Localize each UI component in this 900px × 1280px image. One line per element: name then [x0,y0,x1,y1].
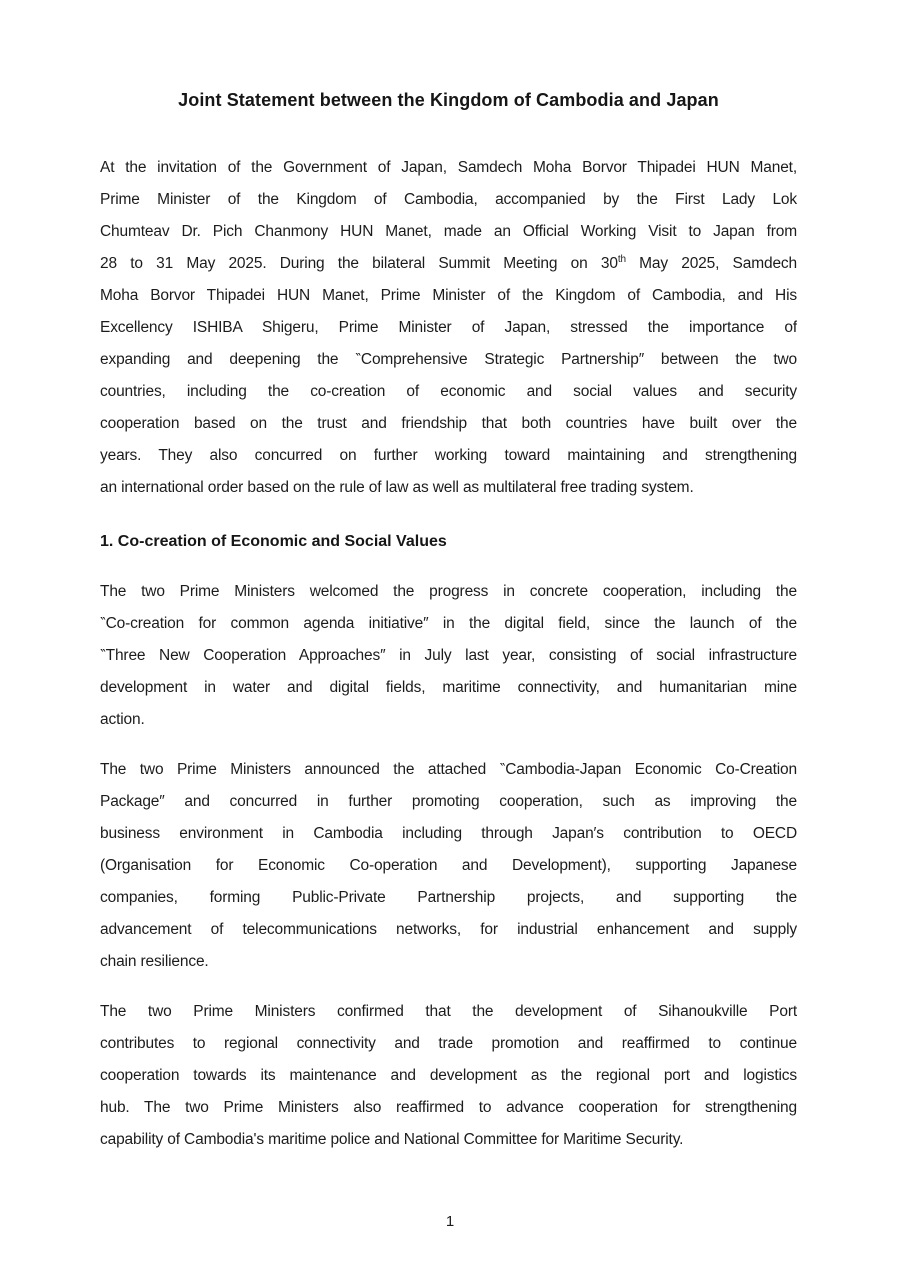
text-line [100,608,797,640]
text-segment: The two Prime Ministers announced the attached ‶Cambodia-Japan Economic Co-Creation [100,761,797,778]
text-line [100,184,797,216]
text-line [100,344,797,376]
text-line [100,640,797,672]
text-line [100,914,797,946]
text-line [100,216,797,248]
paragraph [100,576,797,736]
page-number: 1 [445,1213,455,1230]
text-segment: expanding and deepening the ‶Comprehensive Strategic Partnership″ between the two [100,351,797,368]
text-line [100,576,797,608]
text-line [100,1124,797,1156]
document-title: Joint Statement between the Kingdom of Cambodia and Japan [178,90,719,110]
text-line [100,152,797,184]
text-segment: May 2025, Samdech [625,255,797,272]
text-segment: development in water and digital fields, maritime connectivity, and humanitarian mine [100,679,797,696]
text-line [100,672,797,704]
section-heading: 1. Co-creation of Economic and Social Values [100,533,447,550]
text-line [100,440,797,472]
text-segment: 28 to 31 May 2025. During the bilateral Summit Meeting on 30 [100,255,618,272]
text-line [100,1028,797,1060]
text-segment: ‶Co-creation for common agenda initiative″ in the digital field, since the launch of the [100,615,797,632]
text-segment: capability of Cambodia's maritime police and National Committee for Maritime Security. [100,1131,684,1148]
paragraph [100,152,797,504]
text-line [100,376,797,408]
text-segment: The two Prime Ministers welcomed the progress in concrete cooperation, including the [100,583,797,600]
text-line [100,882,797,914]
text-segment: Package″ and concurred in further promoting cooperation, such as improving the [100,793,797,810]
text-segment: The two Prime Ministers confirmed that the development of Sihanoukville Port [100,1003,797,1020]
text-segment: action. [100,711,145,728]
superscript-text: th [617,253,626,265]
paragraph [100,754,797,978]
text-line [100,704,797,736]
document-body [100,152,797,1156]
text-line [100,408,797,440]
text-line [100,996,797,1028]
text-segment: advancement of telecommunications networks, for industrial enhancement and supply [100,921,797,938]
text-segment: Chumteav Dr. Pich Chanmony HUN Manet, made an Official Working Visit to Japan from [100,223,797,240]
text-segment: At the invitation of the Government of Japan, Samdech Moha Borvor Thipadei HUN Manet, [100,159,797,176]
text-line [100,754,797,786]
text-line [100,312,797,344]
text-line [100,248,797,280]
text-segment: cooperation towards its maintenance and development as the regional port and logistics [100,1067,797,1084]
text-line [100,1060,797,1092]
text-line [100,818,797,850]
text-segment: business environment in Cambodia including through Japan′s contribution to OECD [100,825,797,842]
text-segment: companies, forming Public-Private Partnership projects, and supporting the [100,889,797,906]
text-line [100,946,797,978]
text-line [100,280,797,312]
text-segment: hub. The two Prime Ministers also reaffirmed to advance cooperation for strengthening [100,1099,797,1116]
text-segment: an international order based on the rule of law as well as multilateral free trading system. [100,479,694,496]
text-segment: ‶Three New Cooperation Approaches″ in July last year, consisting of social infrastructure [100,647,797,664]
text-segment: (Organisation for Economic Co-operation and Development), supporting Japanese [100,857,797,874]
text-segment: Excellency ISHIBA Shigeru, Prime Minister of Japan, stressed the importance of [100,319,797,336]
text-line [100,850,797,882]
text-line [100,472,797,504]
text-segment: cooperation based on the trust and friendship that both countries have built over the [100,415,797,432]
text-segment: contributes to regional connectivity and trade promotion and reaffirmed to continue [100,1035,797,1052]
text-segment: Moha Borvor Thipadei HUN Manet, Prime Minister of the Kingdom of Cambodia, and His [100,287,797,304]
text-line [100,1092,797,1124]
paragraph [100,996,797,1156]
text-segment: chain resilience. [100,953,209,970]
text-segment: countries, including the co-creation of economic and social values and security [100,383,797,400]
text-line [100,786,797,818]
text-segment: Prime Minister of the Kingdom of Cambodia, accompanied by the First Lady Lok [100,191,797,208]
text-segment: years. They also concurred on further working toward maintaining and strengthening [100,447,797,464]
